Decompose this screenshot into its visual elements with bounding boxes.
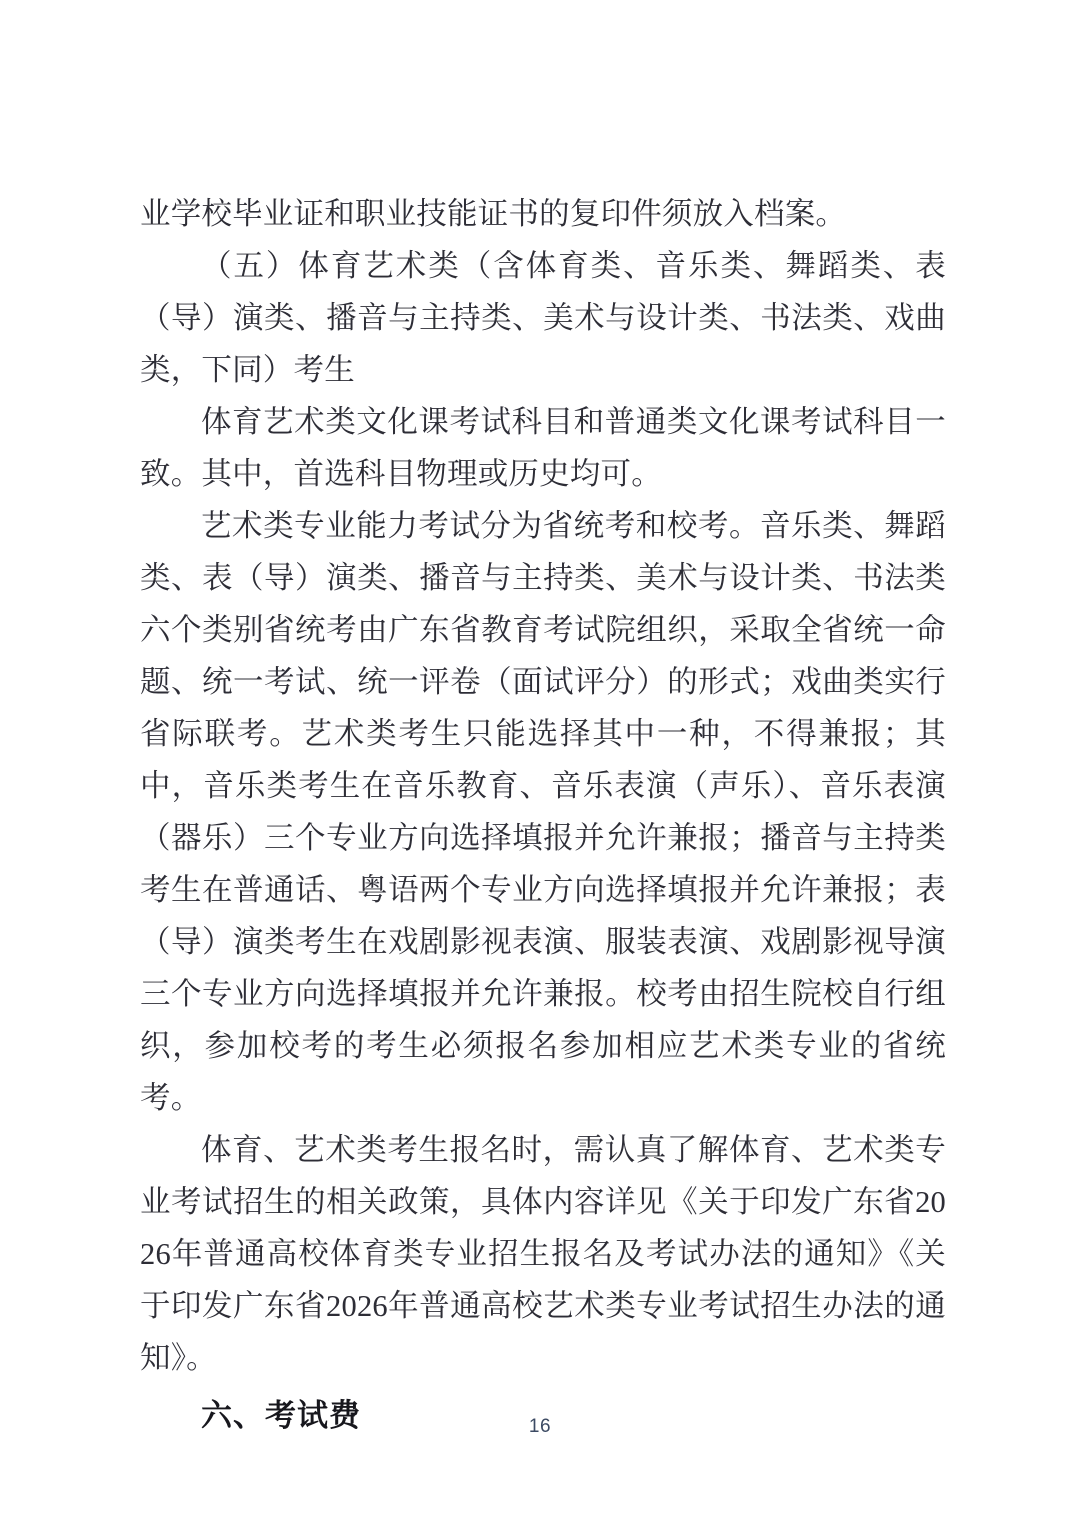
paragraph-cultural-subjects: 体育艺术类文化课考试科目和普通类文化课考试科目一致。其中，首选科目物理或历史均可。: [140, 405, 946, 491]
section-item-five: （五）体育艺术类（含体育类、音乐类、舞蹈类、表（导）演类、播音与主持类、美术与设计类、书法类、戏曲类，下同）考生: [140, 249, 946, 387]
section-heading-exam-fee: 六、考试费: [201, 1398, 361, 1433]
paragraph-continuation: 业学校毕业证和职业技能证书的复印件须放入档案。: [140, 197, 847, 231]
page-content: [140, 188, 946, 1442]
paragraph-policy-notices: 体育、艺术类考生报名时，需认真了解体育、艺术类专业考试招生的相关政策，具体内容详见《关于印发广东省2026年普通高校体育类专业招生报名及考试办法的通知》《关于印发广东省2026年普通高校艺术类专业考试招生办法的通知》。: [140, 1133, 946, 1375]
page-number: 16: [528, 1416, 552, 1437]
paragraph-art-exam-rules: 艺术类专业能力考试分为省统考和校考。音乐类、舞蹈类、表（导）演类、播音与主持类、美术与设计类、书法类六个类别省统考由广东省教育考试院组织，采取全省统一命题、统一考试、统一评卷（面试评分）的形式；戏曲类实行省际联考。艺术类考生只能选择其中一种，不得兼报；其中，音乐类考生在音乐教育、音乐表演（声乐）、音乐表演（器乐）三个专业方向选择填报并允许兼报；播音与主持类考生在普通话、粤语两个专业方向选择填报并允许兼报；表（导）演类考生在戏剧影视表演、服装表演、戏剧影视导演三个专业方向选择填报并允许兼报。校考由招生院校自行组织，参加校考的考生必须报名参加相应艺术类专业的省统考。: [140, 509, 946, 1115]
